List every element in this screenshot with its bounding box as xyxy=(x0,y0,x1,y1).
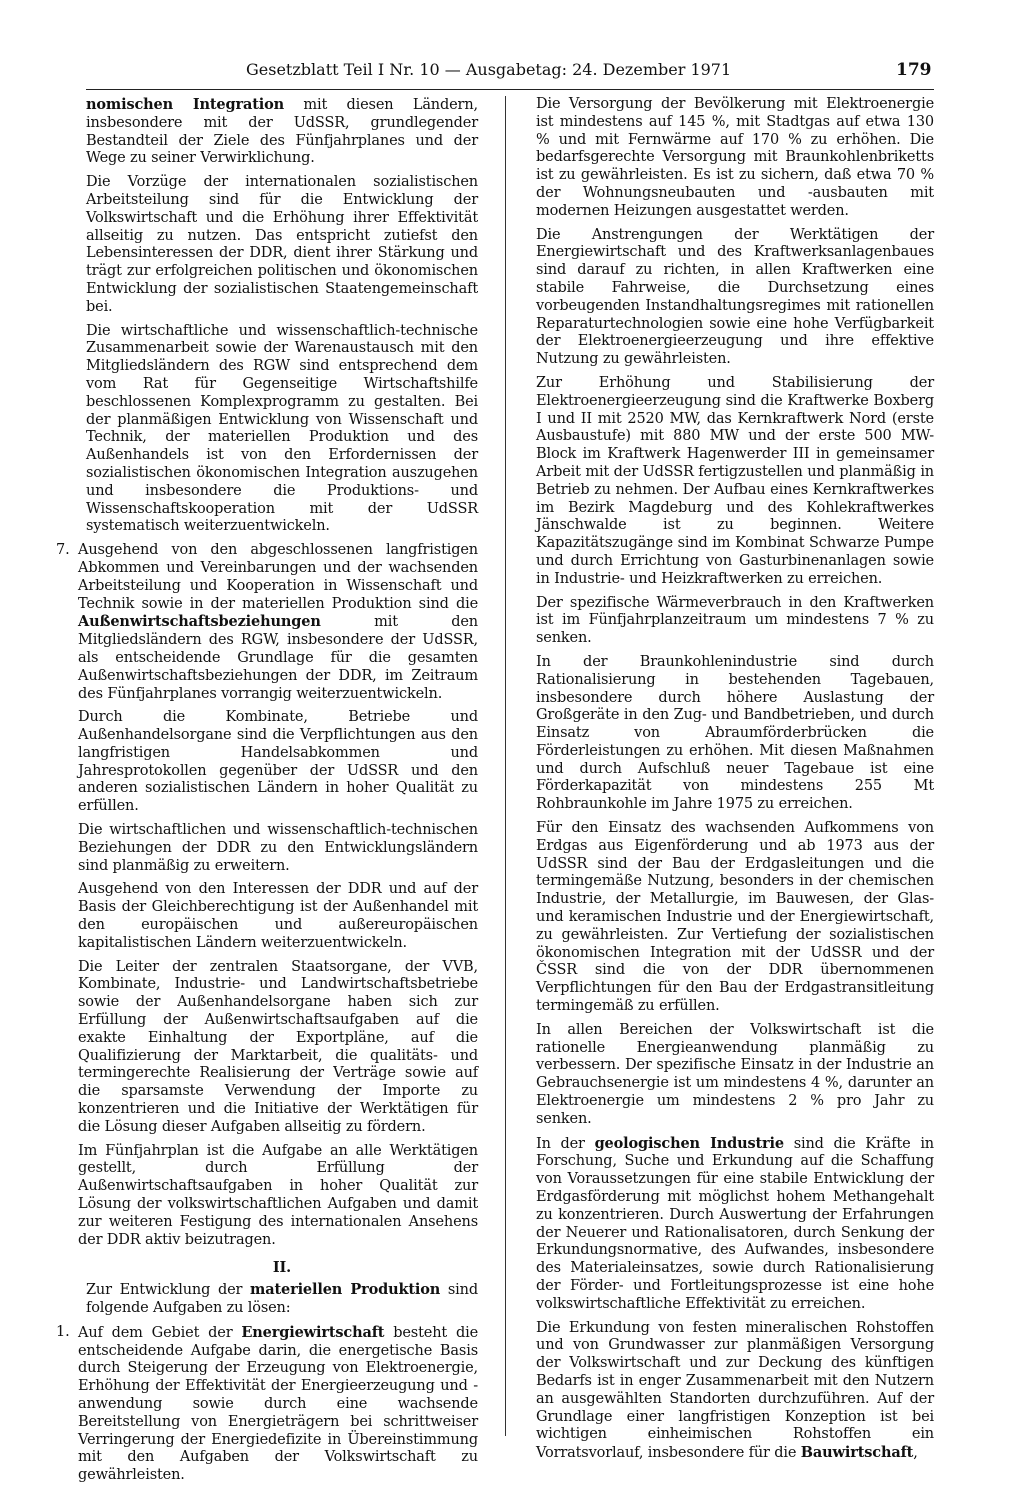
paragraph-text: mit den Mitgliedsländern des RGW, insbesondere der UdSSR, als entscheidende Grundlage für die gesamten Außenwirtschaftsbeziehungen der DDR, im Zeitraum des Fünfjahrplanes vorrangig weiterzuentwickeln. xyxy=(78,614,478,702)
paragraph: Ausgehend von den Interessen der DDR und auf der Basis der Gleichberechtigung ist der Außenhandel mit den europäischen und außereuropäischen kapitalistischen Ländern weiterzuentwickeln. xyxy=(78,881,478,951)
paragraph: Die wirtschaftlichen und wissenschaftlich-technischen Beziehungen der DDR zu den Entwicklungsländern sind planmäßig zu erweitern. xyxy=(78,822,478,874)
list-item-1 xyxy=(56,1324,478,1485)
paragraph-text: besteht die entscheidende Aufgabe darin, die energetische Basis durch Steigerung der Erzeugung von Elektroenergie, Erhöhung der Effektivität der Energieerzeugung und -anwendung sowie durch eine wachsende Bereitstellung von Energieträgern bei schrittweiser Verringerung der Energiedefizite in Übereinstimmung mit den Aufgaben der Volkswirtschaft zu gewährleisten. xyxy=(78,1324,479,1484)
item-number: 7. xyxy=(56,542,70,559)
paragraph: Die Versorgung der Bevölkerung mit Elektroenergie ist mindestens auf 145 %, mit Stadtgas auf etwa 130 % und mit Fernwärme auf 170 % zu erhöhen. Die bedarfsgerechte Versorgung mit Braunkohlenbriketts ist zu gewährleisten. Es ist zu sichern, daß etwa 70 % der Wohnungsneubauten und -ausbauten mit modernen Heizungen ausgestattet werden. xyxy=(536,96,934,219)
paragraph-text: mit diesen Ländern, insbesondere mit der UdSSR, grundlegender Bestandteil der Ziele des Fünfjahrplanes und der Wege zu seiner Verwirklichung. xyxy=(86,97,478,167)
bold-term: Energiewirtschaft xyxy=(241,1323,385,1341)
paragraph: Die Vorzüge der internationalen sozialistischen Arbeitsteilung sind für die Entwicklung der Volkswirtschaft und die Erhöhung ihrer Effektivität allseitig zu nutzen. Das entspricht zutiefst den Lebensinteressen der DDR, dient ihrer Stärkung und trägt zur erfolgreichen politischen und ökonomischen Entwicklung der sozialistischen Staatengemeinschaft bei. xyxy=(86,174,478,315)
section-heading: II. xyxy=(272,1259,292,1277)
bold-term: Außenwirtschaftsbeziehungen xyxy=(78,613,321,631)
paragraph-text: , xyxy=(913,1445,918,1462)
paragraph-text: Die Erkundung von festen mineralischen Rohstoffen und von Grundwasser zur planmäßigen Versorgung der Volkswirtschaft und zur Deckung des künftigen Bedarfs ist in enger Zusammenarbeit mit den Nutzern an ausgewählten Standorten durchzuführen. Auf der Grundlage einer langfristigen Konzeption ist bei wichtigen einheimischen Rohstoffen ein Vorratsvorlauf, insbesondere für die xyxy=(536,1319,934,1462)
list-item-7 xyxy=(56,542,478,1249)
paragraph: Die Anstrengungen der Werktätigen der Energiewirtschaft und des Kraftwerksanlagenbaues sind darauf zu richten, in allen Kraftwerken eine stabile Fahrweise, die Durchsetzung eines vorbeugenden Instandhaltungsregimes mit rationellen Reparaturtechnologien sowie eine hohe Verfügbarkeit der Elektroenergieerzeugung und ihre effektive Nutzung zu gewährleisten. xyxy=(536,226,934,368)
paragraph: Zur Erhöhung und Stabilisierung der Elektroenergieerzeugung sind die Kraftwerke Boxberg I und II mit 2520 MW, das Kernkraftwerk Nord (erste Ausbaustufe) mit 880 MW und der erste 500 MW-Block im Kraftwerk Hagenwerder III in gemeinsamer Arbeit mit der UdSSR fertigzustellen und planmäßig in Betrieb zu nehmen. Der Aufbau eines Kernkraftwerkes im Bezirk Magdeburg und des Kohlekraftwerkes Jänschwalde ist zu beginnen. Weitere Kapazitätszugänge sind im Kombinat Schwarze Pumpe und durch Errichtung von Gasturbinenanlagen sowie in Industrie- und Heizkraftwerken zu erreichen. xyxy=(536,374,934,587)
paragraph: Im Fünfjahrplan ist die Aufgabe an alle Werktätigen gestellt, durch Erfüllung der Außenwirtschaftsaufgaben in hoher Qualität zur Lösung der volkswirtschaftlichen Aufgaben und damit zur weiteren Festigung des internationalen Ansehens der DDR aktiv beizutragen. xyxy=(78,1142,478,1248)
paragraph-text: In der xyxy=(536,1135,595,1152)
page-header xyxy=(0,58,1024,84)
page-number: 179 xyxy=(896,60,932,80)
paragraph xyxy=(86,1281,478,1318)
paragraph xyxy=(536,1135,934,1314)
paragraph xyxy=(78,542,478,703)
header-title: Gesetzblatt Teil I Nr. 10 — Ausgabetag: 24. Dezember 1971 xyxy=(246,60,732,79)
paragraph-text: Auf dem Gebiet der xyxy=(78,1324,242,1341)
paragraph-text: sind die Kräfte in Forschung, Suche und Erkundung auf die Schaffung von Voraussetzungen für eine stabile Entwicklung der Erdgasförderung mit möglichst hohem Methangehalt zu konzentrieren. Durch Auswertung der Erfahrungen der Neuerer und Rationalisatoren, durch Senkung der Erkundungsnormative, des Aufwandes, insbesondere des Materialeinsatzes, sowie durch Rationalisierung der Förder- und Fortleitungsprozesse ist eine hohe volkswirtschaftliche Effektivität zu erreichen. xyxy=(536,1135,934,1312)
paragraph: Die wirtschaftliche und wissenschaftlich-technische Zusammenarbeit sowie der Warenaustausch mit den Mitgliedsländern des RGW sind entsprechend dem vom Rat für Gegenseitige Wirtschaftshilfe beschlossenen Komplexprogramm zu gestalten. Bei der planmäßigen Entwicklung von Wissenschaft und Technik, der materiellen Produktion und des Außenhandels ist von den Erfordernissen der sozialistischen ökonomischen Integration auszugehen und insbesondere die Produktions- und Wissenschaftskooperation mit der UdSSR systematisch weiterzuentwickeln. xyxy=(86,322,478,535)
column-divider xyxy=(505,96,506,1436)
bold-term: geologischen Industrie xyxy=(594,1134,784,1152)
paragraph: Die Leiter der zentralen Staatsorgane, der VVB, Kombinate, Industrie- und Landwirtschaftsbetriebe sowie der Außenhandelsorgane haben sich zur Erfüllung der Außenwirtschaftsaufgaben auf die exakte Einhaltung der Exportpläne, auf die Qualifizierung der Marktarbeit, die qualitäts- und termingerechte Realisierung der Verträge sowie auf die sparsamste Verwendung der Importe zu konzentrieren und die Initiative der Werktätigen für die Lösung dieser Aufgaben allseitig zu fördern. xyxy=(78,958,478,1135)
paragraph-text: Zur Entwicklung der xyxy=(86,1282,251,1299)
paragraph: Durch die Kombinate, Betriebe und Außenhandelsorgane sind die Verpflichtungen aus den langfristigen Handelsabkommen und Jahresprotokollen gegenüber der UdSSR und den anderen sozialistischen Ländern in hoher Qualität zu erfüllen. xyxy=(78,709,478,815)
bold-term: Bauwirtschaft xyxy=(800,1444,914,1462)
paragraph xyxy=(86,96,478,168)
paragraph xyxy=(78,1324,478,1485)
bold-term: nomischen Integration xyxy=(86,96,285,113)
paragraph: In der Braunkohlenindustrie sind durch Rationalisierung in bestehenden Tagebauen, insbesondere durch höhere Auslastung der Großgeräte in den Zug- und Bandbetrieben, und durch Einsatz von Abraumförderbrücken die Förderleistungen zu erhöhen. Mit diesen Maßnahmen und durch Aufschluß neuer Tagebaue ist eine Förderkapazität von mindestens 255 Mt Rohbraunkohle im Jahre 1975 zu erreichen. xyxy=(536,653,934,813)
header-rule xyxy=(86,89,934,90)
paragraph-text: Ausgehend von den abgeschlossenen langfristigen Abkommen und Vereinbarungen und der wachsenden Arbeitsteilung und Kooperation in Wissenschaft und Technik sowie in der materiellen Produktion sind die xyxy=(78,542,478,612)
paragraph-text: sind folgende Aufgaben zu lösen: xyxy=(86,1282,478,1316)
paragraph: Für den Einsatz des wachsenden Aufkommens von Erdgas aus Eigenförderung und ab 1973 aus der UdSSR sind der Bau der Erdgasleitungen und die termingemäße Nutzung, besonders in der chemischen Industrie, der Metallurgie, im Bauwesen, der Glas- und keramischen Industrie und der Energiewirtschaft, zu gewährleisten. Zur Vertiefung der sozialistischen ökonomischen Integration mit der UdSSR und der ČSSR sind die von der DDR übernommenen Verpflichtungen für den Bau der Erdgastransitleitung termingemäß zu erfüllen. xyxy=(536,820,934,1015)
paragraph xyxy=(536,1320,934,1463)
paragraph: Der spezifische Wärmeverbrauch in den Kraftwerken ist im Fünfjahrplanzeitraum um mindestens 7 % zu senken. xyxy=(536,594,934,647)
paragraph: In allen Bereichen der Volkswirtschaft ist die rationelle Energieanwendung planmäßig zu verbessern. Der spezifische Einsatz in der Industrie an Gebrauchsenergie ist um mindestens 4 %, darunter an Elektroenergie um mindestens 2 % pro Jahr zu senken. xyxy=(536,1021,934,1127)
item-number: 1. xyxy=(56,1323,70,1340)
right-column xyxy=(536,96,934,1469)
bold-term: materiellen Produktion xyxy=(250,1281,441,1299)
left-column xyxy=(56,96,479,1491)
